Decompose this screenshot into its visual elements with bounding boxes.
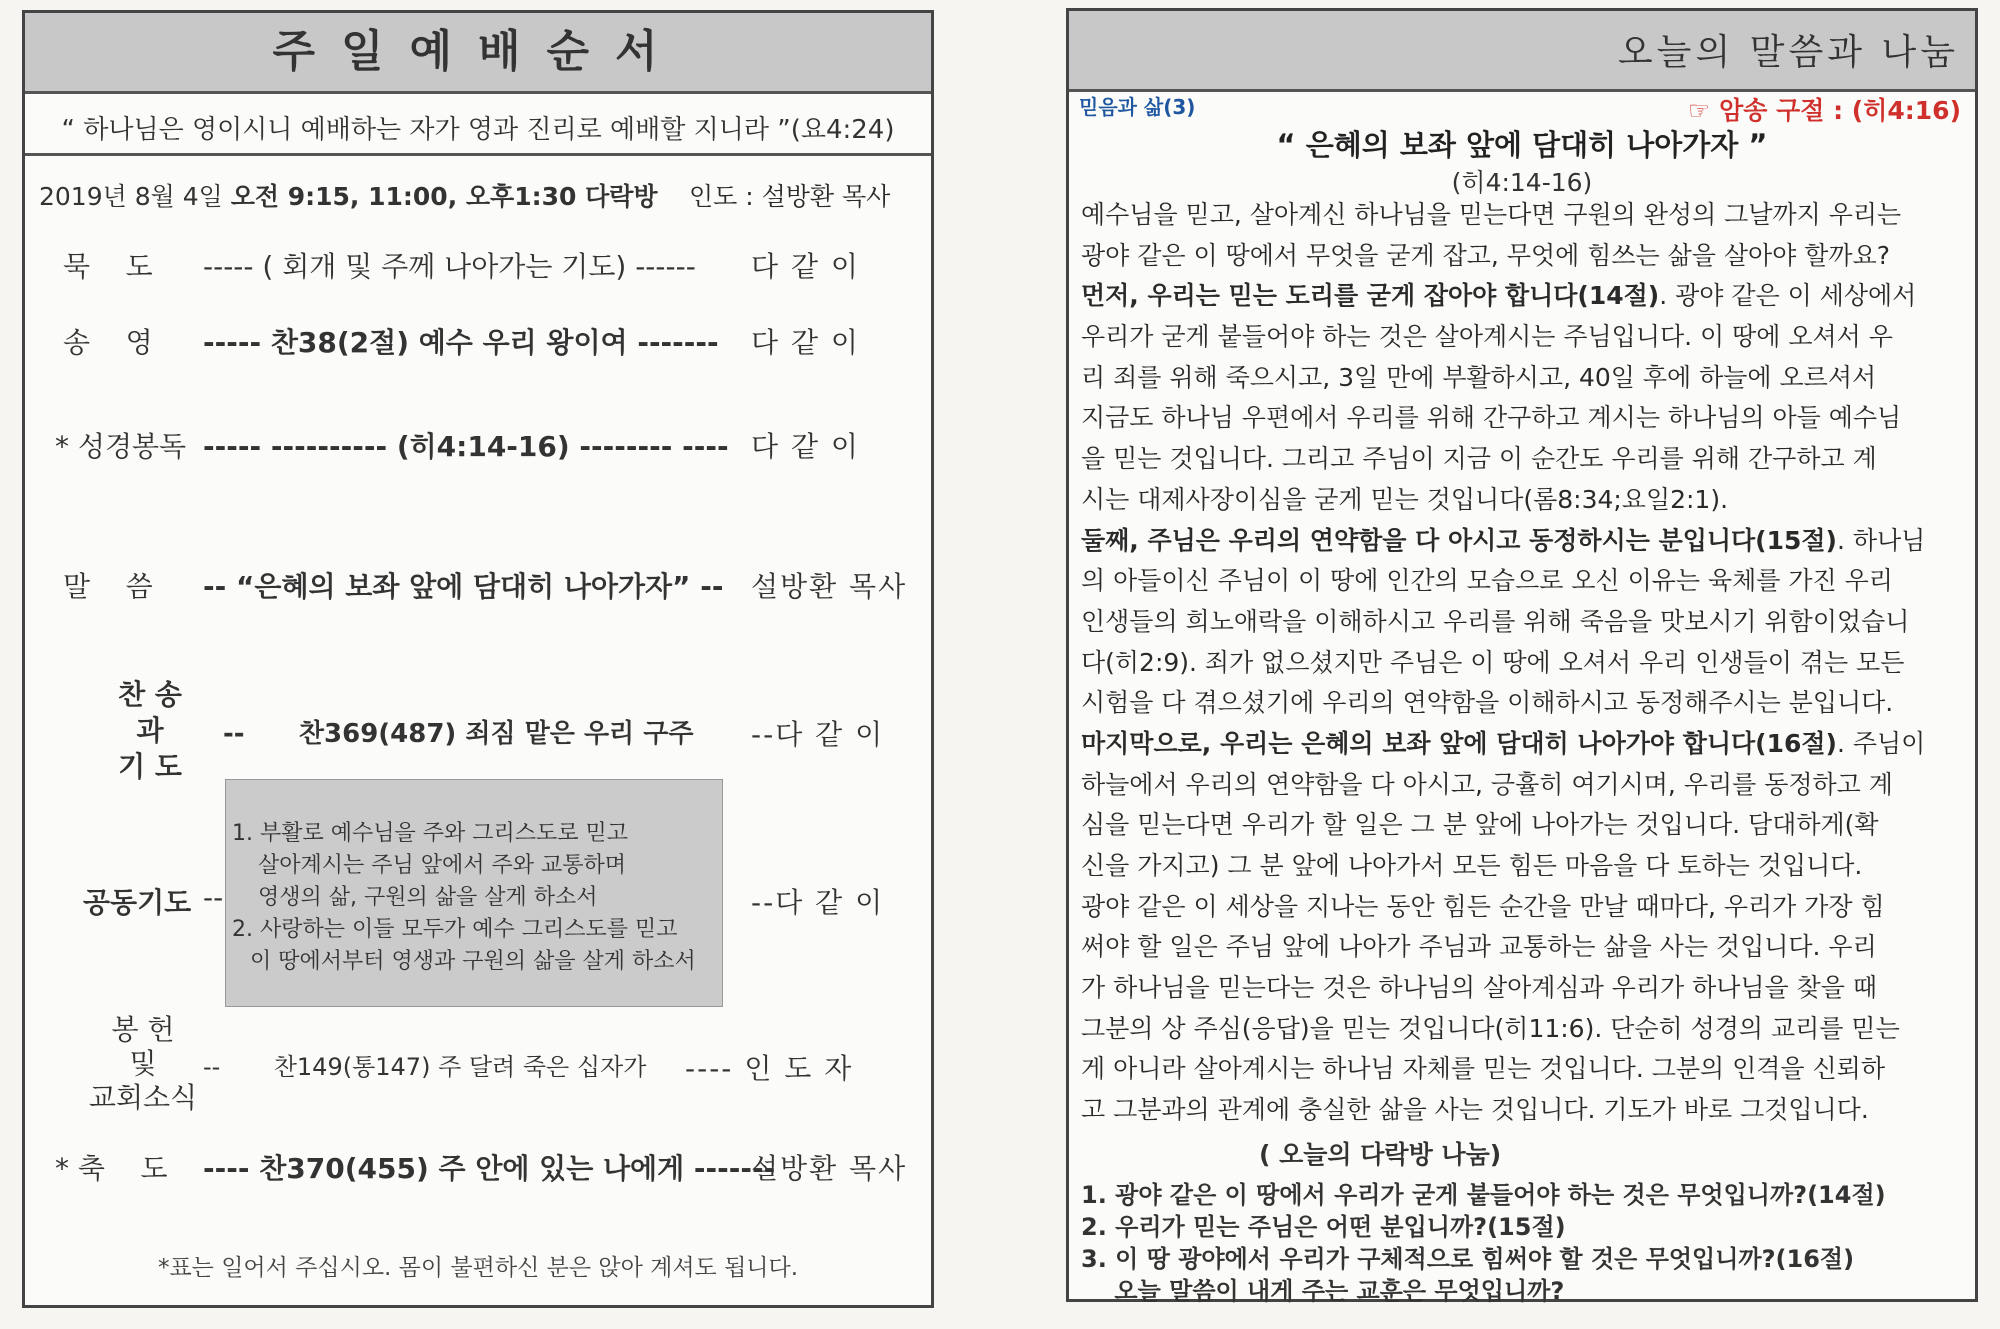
sermon-text: 써야 할 일은 주님 앞에 나아가 주님과 교통하는 삶을 사는 것입니다. 우리 (1081, 932, 1877, 962)
sermon-text: 의 아들이신 주님이 이 땅에 인간의 모습으로 오신 이유는 육체를 가진 우리 (1081, 566, 1893, 596)
sermon-point: 마지막으로, 우리는 은혜의 보좌 앞에 담대히 나아가야 합니다(16절) (1081, 728, 1837, 758)
label-line: 교회소식 (88, 1081, 198, 1114)
order-detail: -- 찬149(통147) 주 달려 죽은 십자가 (203, 1053, 647, 1081)
page-title: 오늘의 말씀과 나눔 (1617, 32, 1959, 73)
order-label-stacked (83, 1013, 203, 1115)
sermon-line (1081, 561, 1967, 602)
order-label: 묵 도 (63, 250, 153, 283)
service-date (39, 177, 658, 213)
label-line: 기 도 (118, 750, 182, 783)
question-item: 2. 우리가 믿는 주님은 어떤 분입니까?(15절) (1081, 1213, 1566, 1241)
sermon-text: 그분의 상 주심(응답)을 믿는 것입니다(히11:6). 단순히 성경의 교리를 믿는 (1081, 1013, 1900, 1043)
divider (25, 153, 931, 156)
sermon-line (1081, 968, 1967, 1009)
sermon-text: 시험을 다 겪으셨기에 우리의 연약함을 이해하시고 동정해주시는 분입니다. (1081, 688, 1894, 718)
sermon-line (1081, 195, 1967, 236)
sermon-line (1081, 276, 1967, 317)
sermon-line (1081, 317, 1967, 358)
sermon-text: 우리가 굳게 붙들어야 하는 것은 살아계시는 주님입니다. 이 땅에 오셔서 우 (1081, 322, 1893, 352)
sermon-text: 광야 같은 이 땅에서 무엇을 굳게 잡고, 무엇에 힘쓰는 삶을 살아야 할까요? (1081, 240, 1890, 270)
order-responsible: 다 같 이 (751, 250, 860, 283)
order-detail: -- “은혜의 보좌 앞에 담대히 나아가자” -- (203, 570, 724, 603)
sermon-line (1081, 480, 1967, 521)
sermon-point: 둘째, 주님은 우리의 연약함을 다 아시고 동정하시는 분입니다(15절) (1081, 525, 1837, 555)
sermon-line (1081, 887, 1967, 928)
prayer-line: 이 땅에서부터 영생과 구원의 삶을 살게 하소서 (250, 949, 696, 974)
sermon-text: 리 죄를 위해 죽으시고, 3일 만에 부활하시고, 40일 후에 하늘에 오르셔서 (1081, 362, 1877, 392)
sermon-line (1081, 398, 1967, 439)
sermon-text: 지금도 하나님 우편에서 우리를 위해 간구하고 계시는 하나님의 아들 예수님 (1081, 403, 1902, 433)
prayer-line: 영생의 삶, 구원의 삶을 살게 하소서 (258, 885, 598, 910)
sermon-line (1081, 358, 1967, 399)
sermon-line (1081, 765, 1967, 806)
sermon-line (1081, 439, 1967, 480)
sermon-line (1081, 1009, 1967, 1050)
sermon-text: 을 믿는 것입니다. 그리고 주님이 지금 이 순간도 우리를 위해 간구하고 계 (1081, 444, 1877, 474)
series-tag: 믿음과 삶(3) (1079, 95, 1196, 119)
sermon-text: . 하나님 (1836, 525, 1926, 555)
order-responsible: --다 같 이 (751, 718, 885, 751)
sermon-text: . 광야 같은 이 세상에서 (1659, 281, 1917, 311)
service-times: 오전 9:15, 11:00, 오후1:30 다락방 (230, 182, 658, 211)
order-detail: -- (203, 881, 224, 914)
order-label: 말 씀 (63, 570, 153, 603)
label-line: 봉 헌 (111, 1013, 175, 1046)
order-detail: ----- 찬38(2절) 예수 우리 왕이여 ------- (203, 326, 719, 359)
theme-verse: “ 하나님은 영이시니 예배하는 자가 영과 진리로 예배할 지니라 ”(요4:24) (61, 115, 895, 145)
sermon-text: 예수님을 믿고, 살아계신 하나님을 믿는다면 구원의 완성의 그날까지 우리는 (1081, 200, 1902, 229)
question-item: 1. 광야 같은 이 땅에서 우리가 굳게 붙들어야 하는 것은 무엇입니까?(14절) (1081, 1181, 1886, 1209)
sermon-text: 광야 같은 이 세상을 지나는 동안 힘든 순간을 만날 때마다, 우리가 가장 힘 (1081, 891, 1885, 921)
order-responsible: --다 같 이 (751, 886, 885, 919)
question-item: 3. 이 땅 광야에서 우리가 구체적으로 힘써야 할 것은 무엇입니까?(16절) (1081, 1245, 1855, 1273)
sermon-text: 하늘에서 우리의 연약함을 다 아시고, 긍휼히 여기시며, 우리를 동정하고 계 (1081, 769, 1893, 799)
questions-heading: ( 오늘의 다락방 나눔) (1259, 1140, 1502, 1169)
sermon-text: 인생들의 희노애락을 이해하시고 우리를 위해 죽음을 맛보시기 위함이었습니 (1081, 606, 1910, 636)
sermon-text: 게 아니라 살아계시는 하나님 자체를 믿는 것입니다. 그분의 인격을 신뢰하 (1081, 1054, 1885, 1084)
sermon-line (1081, 602, 1967, 643)
order-label: 송 영 (63, 326, 153, 359)
sermon-text: 가 하나님을 믿는다는 것은 하나님의 살아계심과 우리가 하나님을 찾을 때 (1081, 973, 1878, 1003)
sermon-line (1081, 521, 1967, 562)
sermon-reference: (히4:14-16) (1451, 168, 1593, 197)
order-responsible: 설방환 목사 (751, 570, 908, 603)
sermon-point: 먼저, 우리는 믿는 도리를 굳게 잡아야 합니다(14절) (1081, 281, 1660, 311)
sermon-line (1081, 805, 1967, 846)
order-row-hymn-prayer (25, 677, 925, 787)
order-row-offering-news (25, 1013, 925, 1123)
order-detail: -- 찬369(487) 죄짐 맡은 우리 구주 (223, 719, 694, 749)
order-label-stacked (95, 677, 205, 785)
question-item: 오늘 말씀이 내게 주는 교훈은 무엇입니까? (1081, 1277, 1565, 1305)
sermon-line (1081, 236, 1967, 277)
service-leader: 인도 : 설방환 목사 (689, 182, 891, 211)
label-line: 및 (129, 1047, 157, 1080)
order-detail: ---- 찬370(455) 주 안에 있는 나에게 ------- (203, 1152, 776, 1185)
sermon-line (1081, 1090, 1967, 1131)
memory-verse: ☞ 암송 구절 : (히4:16) (1687, 96, 1961, 125)
sermon-text: 신을 가지고) 그 분 앞에 나아가서 모든 힘든 마음을 다 토하는 것입니다. (1081, 851, 1863, 880)
order-label: * 성경봉독 (55, 430, 187, 463)
sermon-line (1081, 1049, 1967, 1090)
order-responsible: ---- 인 도 자 (685, 1052, 854, 1085)
sermon-text: 다(히2:9). 죄가 없으셨지만 주님은 이 땅에 오셔서 우리 인생들이 겪는 모든 (1081, 647, 1905, 677)
sermon-text: 고 그분과의 관계에 충실한 삶을 사는 것입니다. 기도가 바로 그것입니다. (1081, 1095, 1869, 1125)
sermon-line (1081, 846, 1967, 887)
order-label: 공동기도 (83, 886, 192, 919)
sermon-text: 심을 믿는다면 우리가 할 일은 그 분 앞에 나아가는 것입니다. 담대하게(확 (1081, 810, 1879, 840)
sermon-text: . 주님이 (1836, 728, 1926, 758)
date-text: 2019년 8월 4일 (39, 182, 231, 211)
prayer-line: 2. 사랑하는 이들 모두가 예수 그리스도를 믿고 (232, 917, 678, 942)
common-prayer-box (225, 779, 723, 1007)
sermon-panel (1066, 8, 1978, 1305)
page-title: 주일예배순서 (272, 26, 684, 77)
label-line: 찬 송 (118, 678, 182, 711)
label-line: 과 (136, 714, 164, 747)
worship-order-panel (22, 10, 934, 1308)
order-detail: ----- ---------- (히4:14-16) -------- ---- (203, 430, 729, 463)
order-responsible: 다 같 이 (751, 430, 860, 463)
order-responsible: 설방환 목사 (751, 1152, 908, 1185)
order-responsible: 다 같 이 (751, 326, 860, 359)
prayer-line: 살아계시는 주님 앞에서 주와 교통하며 (258, 853, 627, 878)
sermon-body (1081, 195, 1967, 1131)
sermon-line (1081, 927, 1967, 968)
order-label: * 축 도 (55, 1152, 168, 1185)
sermon-line (1081, 643, 1967, 684)
sermon-line (1081, 724, 1967, 765)
sermon-title: “ 은혜의 보좌 앞에 담대히 나아가자 ” (1276, 128, 1768, 162)
footer-note: *표는 일어서 주십시오. 몸이 불편하신 분은 앉아 계셔도 됩니다. (157, 1255, 799, 1281)
sermon-line (1081, 683, 1967, 724)
order-detail: ----- ( 회개 및 주께 나아가는 기도) ------ (203, 250, 696, 283)
prayer-line: 1. 부활로 예수님을 주와 그리스도로 믿고 (232, 821, 628, 846)
sermon-text: 시는 대제사장이심을 굳게 믿는 것입니다(롬8:34;요일2:1). (1081, 484, 1729, 514)
